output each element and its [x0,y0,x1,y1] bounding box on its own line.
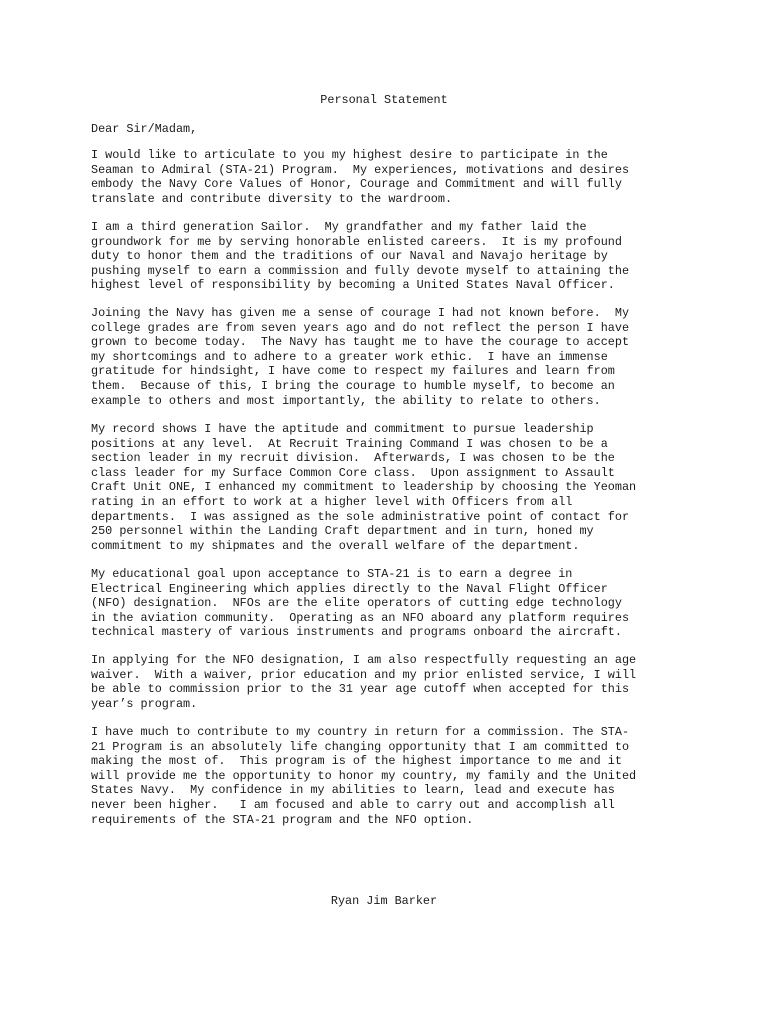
text-line: will provide me the opportunity to honor my country, my family and the United [91,768,637,783]
text-line: highest level of responsibility by becoming a United States Naval Officer. [91,278,615,293]
text-line: Craft Unit ONE, I enhanced my commitment to leadership by choosing the Yeoman [91,480,637,495]
paragraph-courage [91,306,691,408]
salutation: Dear Sir/Madam, [91,122,198,136]
paragraph-education [91,567,691,640]
text-line: in the aviation community. Operating as an NFO aboard any platform requires [91,610,630,625]
text-line: positions at any level. At Recruit Training Command I was chosen to be a [91,436,608,451]
text-line: making the most of. This program is of the highest importance to me and it [91,754,622,769]
paragraph-leadership [91,422,691,553]
text-line: class leader for my Surface Common Core class. Upon assignment to Assault [91,465,615,480]
text-line: never been higher. I am focused and able to carry out and accomplish all [91,797,615,812]
text-line: college grades are from seven years ago and do not reflect the person I have [91,320,630,335]
paragraph-age-waiver [91,653,691,711]
text-line: be able to commission prior to the 31 year age cutoff when accepted for this [91,682,630,697]
text-line: embody the Navy Core Values of Honor, Courage and Commitment and will fully [91,177,622,192]
text-line: Joining the Navy has given me a sense of courage I had not known before. My [91,306,630,320]
text-line: I have much to contribute to my country in return for a commission. The STA- [91,725,630,739]
text-line: them. Because of this, I bring the courage to humble myself, to become an [91,378,615,393]
text-line: Seaman to Admiral (STA-21) Program. My experiences, motivations and desires [91,162,630,177]
text-line: requirements of the STA-21 program and the NFO option. [91,812,474,827]
text-line: section leader in my recruit division. Afterwards, I was chosen to be the [91,451,615,466]
text-line: My educational goal upon acceptance to STA-21 is to earn a degree in [91,567,573,581]
text-line: States Navy. My confidence in my abilities to learn, lead and execute has [91,783,615,798]
text-line: rating in an effort to work at a higher level with Officers from all [91,494,573,509]
text-line: example to others and most importantly, the ability to relate to others. [91,393,601,408]
text-line: I would like to articulate to you my highest desire to participate in the [91,148,608,162]
signature-name: Ryan Jim Barker [330,894,438,908]
text-line: In applying for the NFO designation, I am also respectfully requesting an age [91,653,637,667]
text-line: groundwork for me by serving honorable enlisted careers. It is my profound [91,234,622,249]
text-line: translate and contribute diversity to the wardroom. [91,191,453,206]
text-line: (NFO) designation. NFOs are the elite operators of cutting edge technology [91,596,622,611]
document-title: Personal Statement [320,93,448,107]
text-line: commitment to my shipmates and the overall welfare of the department. [91,538,580,553]
text-line: My record shows I have the aptitude and commitment to pursue leadership [91,422,594,436]
text-line: departments. I was assigned as the sole administrative point of contact for [91,509,630,524]
text-line: pushing myself to earn a commission and fully devote myself to attaining the [91,263,630,278]
paragraph-contribution [91,725,691,827]
text-line: my shortcomings and to adhere to a greater work ethic. I have an immense [91,349,608,364]
text-line: Electrical Engineering which applies directly to the Naval Flight Officer [91,581,608,596]
text-line: grown to become today. The Navy has taught me to have the courage to accept [91,335,630,350]
text-line: waiver. With a waiver, prior education and my prior enlisted service, I will [91,667,637,682]
paragraph-desire [91,148,691,206]
text-line: gratitude for hindsight, I have come to respect my failures and learn from [91,364,615,379]
text-line: I am a third generation Sailor. My grandfather and my father laid the [91,220,587,234]
paragraph-heritage [91,220,691,293]
text-line: year’s program. [91,696,198,711]
text-line: 21 Program is an absolutely life changing opportunity that I am committed to [91,739,630,754]
text-line: technical mastery of various instruments and programs onboard the aircraft. [91,625,622,640]
text-line: duty to honor them and the traditions of our Naval and Navajo heritage by [91,249,608,264]
text-line: 250 personnel within the Landing Craft department and in turn, honed my [91,524,594,539]
